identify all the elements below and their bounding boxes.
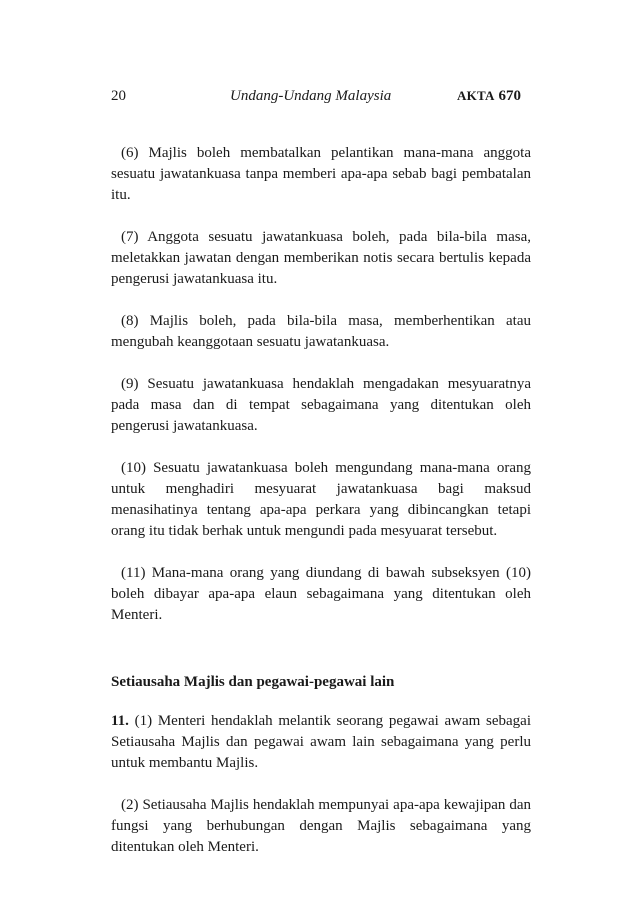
running-title: Undang-Undang Malaysia <box>230 88 392 104</box>
subsection-8: (8) Majlis boleh, pada bila-bila masa, memberhentikan atau mengubah keanggotaan sesuatu jawatankuasa. <box>111 313 531 350</box>
section-11-subsection-2: (2) Setiausaha Majlis hendaklah mempunyai apa-apa kewajipan dan fungsi yang berhubungan dengan Majlis sebagaimana yang ditentukan oleh Menteri. <box>111 797 531 855</box>
subsection-10: (10) Sesuatu jawatankuasa boleh mengundang mana-mana orang untuk menghadiri mesyuarat jawatankuasa bagi maksud menasihatinya tentang apa-apa perkara yang dibincangkan tetapi orang itu tidak berhak untuk mengundi pada mesyuarat tersebut. <box>111 460 531 539</box>
act-number: 670 <box>498 88 521 104</box>
section-number: 11. <box>111 713 129 729</box>
page-header <box>111 88 531 110</box>
page-number: 20 <box>111 88 126 104</box>
section-11-subsection-1 <box>111 711 531 774</box>
subsection-9: (9) Sesuatu jawatankuasa hendaklah mengadakan mesyuaratnya pada masa dan di tempat sebagaimana yang ditentukan oleh pengerusi jawatankuasa. <box>111 376 531 434</box>
subsection-7: (7) Anggota sesuatu jawatankuasa boleh, pada bila-bila masa, meletakkan jawatan dengan memberikan notis secara bertulis kepada pengerusi jawatankuasa itu. <box>111 229 531 287</box>
document-page <box>111 88 531 879</box>
document-body <box>111 143 531 858</box>
act-label: AKTA <box>456 88 495 103</box>
section-heading: Setiausaha Majlis dan pegawai-pegawai lain <box>111 674 395 690</box>
section-11-subsection-1-text: (1) Menteri hendaklah melantik seorang pegawai awam sebagai Setiausaha Majlis dan pegawai awam lain sebagaimana yang perlu untuk membantu Majlis. <box>111 713 532 771</box>
subsection-6: (6) Majlis boleh membatalkan pelantikan mana-mana anggota sesuatu jawatankuasa tanpa memberi apa-apa sebab bagi pembatalan itu. <box>111 145 531 203</box>
subsection-11: (11) Mana-mana orang yang diundang di bawah subseksyen (10) boleh dibayar apa-apa elaun sebagaimana yang ditentukan oleh Menteri. <box>111 565 531 623</box>
act-reference <box>457 88 521 105</box>
